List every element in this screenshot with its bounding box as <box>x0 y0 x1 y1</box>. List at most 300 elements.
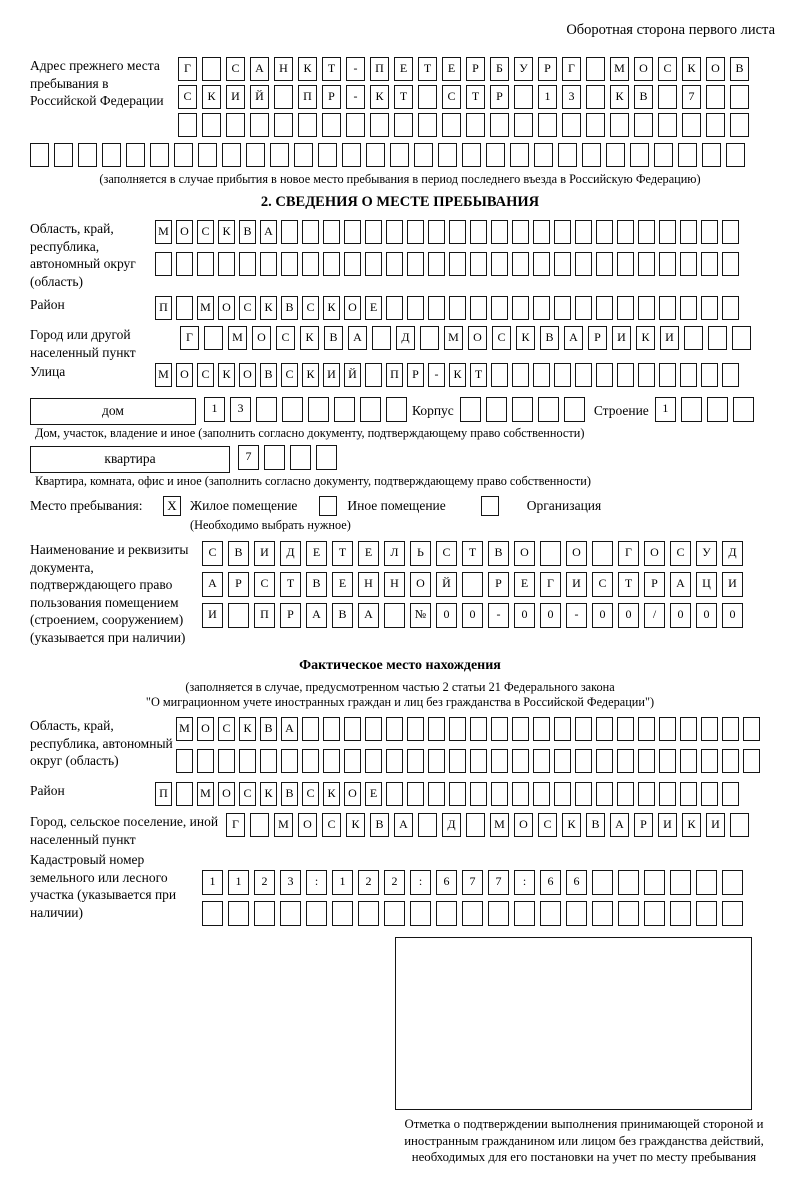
char-cell <box>318 143 337 167</box>
option-organization-label: Организация <box>526 498 602 514</box>
char-cell <box>512 749 529 773</box>
char-cell <box>708 326 727 350</box>
char-cell <box>306 901 327 926</box>
char-cell <box>658 85 677 109</box>
char-cell <box>575 363 592 387</box>
char-cell <box>270 143 289 167</box>
house-block <box>30 397 800 425</box>
char-cell <box>428 252 445 276</box>
char-cell: 0 <box>514 603 535 628</box>
actual-city-label: Город, сельское поселение, иной населенный пункт <box>30 814 219 847</box>
char-cell: М <box>176 717 193 741</box>
actual-district-row <box>155 782 743 810</box>
char-cell <box>638 296 655 320</box>
char-cell <box>638 252 655 276</box>
char-cell: О <box>197 717 214 741</box>
char-cell <box>428 749 445 773</box>
char-cell <box>533 749 550 773</box>
char-cell: Т <box>322 57 341 81</box>
char-cell <box>428 717 445 741</box>
char-cell <box>533 363 550 387</box>
region-label: Область, край, республика, автономный округ (область) <box>30 221 136 289</box>
cadastre-row-1 <box>202 870 748 898</box>
char-cell: Г <box>226 813 245 837</box>
street-label: Улица <box>30 364 66 379</box>
char-cell <box>533 717 550 741</box>
char-cell <box>659 717 676 741</box>
char-cell: В <box>332 603 353 628</box>
char-cell: К <box>260 296 277 320</box>
char-cell: 1 <box>655 397 676 422</box>
char-cell <box>681 397 702 422</box>
char-cell: У <box>696 541 717 566</box>
char-cell: К <box>370 85 389 109</box>
char-cell <box>670 870 691 895</box>
char-cell <box>575 782 592 806</box>
char-cell <box>680 717 697 741</box>
char-cell <box>176 252 193 276</box>
char-cell <box>462 572 483 597</box>
char-cell <box>586 85 605 109</box>
char-cell <box>722 749 739 773</box>
actual-region-row-1 <box>176 717 764 745</box>
char-cell: К <box>298 57 317 81</box>
char-cell <box>722 717 739 741</box>
char-cell <box>449 749 466 773</box>
korpus-label: Корпус <box>412 403 454 419</box>
prev-address-caption: (заполняется в случае прибытия в новое место пребывания в период последнего въезда в Российскую Федерацию) <box>99 172 701 186</box>
char-cell <box>491 749 508 773</box>
cadastre-row-2 <box>202 901 748 929</box>
char-cell: О <box>566 541 587 566</box>
char-cell <box>592 541 613 566</box>
char-cell <box>575 220 592 244</box>
char-cell: К <box>562 813 581 837</box>
char-cell <box>743 717 760 741</box>
char-cell <box>470 749 487 773</box>
char-cell <box>510 143 529 167</box>
char-cell: К <box>682 57 701 81</box>
char-cell <box>228 901 249 926</box>
char-cell: Т <box>466 85 485 109</box>
char-cell: И <box>202 603 223 628</box>
char-cell <box>302 717 319 741</box>
char-cell <box>701 749 718 773</box>
char-cell <box>226 113 245 137</box>
char-cell: 0 <box>670 603 691 628</box>
char-cell: С <box>538 813 557 837</box>
char-cell <box>512 363 529 387</box>
char-cell: О <box>176 220 193 244</box>
confirmation-stamp-box <box>395 937 752 1110</box>
char-cell: И <box>254 541 275 566</box>
char-cell: П <box>155 296 172 320</box>
char-cell <box>659 363 676 387</box>
char-cell <box>198 143 217 167</box>
char-cell <box>682 113 701 137</box>
char-cell <box>126 143 145 167</box>
char-cell: : <box>410 870 431 895</box>
char-cell: О <box>514 541 535 566</box>
char-cell: Е <box>514 572 535 597</box>
char-cell <box>618 870 639 895</box>
char-cell: В <box>239 220 256 244</box>
stroenie-label: Строение <box>593 403 649 419</box>
char-cell <box>323 220 340 244</box>
char-cell: - <box>488 603 509 628</box>
char-cell: В <box>370 813 389 837</box>
char-cell <box>638 717 655 741</box>
char-cell <box>730 813 749 837</box>
char-cell <box>290 445 311 470</box>
char-cell <box>701 782 718 806</box>
char-cell: 0 <box>722 603 743 628</box>
char-cell <box>558 143 577 167</box>
char-cell: Д <box>280 541 301 566</box>
char-cell <box>302 252 319 276</box>
char-cell: Р <box>407 363 424 387</box>
char-cell <box>366 143 385 167</box>
char-cell <box>701 252 718 276</box>
char-cell <box>470 717 487 741</box>
actual-location-title: Фактическое место нахождения <box>299 658 501 673</box>
char-cell: С <box>436 541 457 566</box>
char-cell: А <box>281 717 298 741</box>
street-row <box>155 363 743 391</box>
char-cell: Е <box>306 541 327 566</box>
char-cell <box>323 252 340 276</box>
char-cell: А <box>564 326 583 350</box>
char-cell <box>512 397 533 422</box>
char-cell: 3 <box>562 85 581 109</box>
char-cell: 2 <box>254 870 275 895</box>
char-cell: Т <box>618 572 639 597</box>
char-cell: В <box>281 296 298 320</box>
char-cell: К <box>516 326 535 350</box>
char-cell <box>491 717 508 741</box>
actual-region-block <box>30 717 800 777</box>
char-cell <box>470 782 487 806</box>
char-cell: Й <box>250 85 269 109</box>
char-cell <box>365 717 382 741</box>
char-cell <box>344 749 361 773</box>
char-cell: И <box>226 85 245 109</box>
char-cell: В <box>634 85 653 109</box>
char-cell <box>386 220 403 244</box>
char-cell <box>658 113 677 137</box>
checkbox-organization <box>481 496 499 516</box>
char-cell <box>449 252 466 276</box>
char-cell <box>386 717 403 741</box>
char-cell <box>260 749 277 773</box>
char-cell: Р <box>588 326 607 350</box>
char-cell <box>197 749 214 773</box>
char-cell <box>582 143 601 167</box>
char-cell: Е <box>394 57 413 81</box>
char-cell <box>638 220 655 244</box>
char-cell: Г <box>618 541 639 566</box>
char-cell: № <box>410 603 431 628</box>
char-cell: Л <box>384 541 405 566</box>
char-cell <box>540 901 561 926</box>
char-cell: Р <box>538 57 557 81</box>
checkbox-other-premise <box>319 496 337 516</box>
char-cell: А <box>670 572 691 597</box>
char-cell <box>436 901 457 926</box>
char-cell: С <box>592 572 613 597</box>
char-cell <box>534 143 553 167</box>
char-cell <box>360 397 381 422</box>
prev-address-row-2 <box>178 85 754 113</box>
char-cell <box>491 252 508 276</box>
char-cell: 6 <box>566 870 587 895</box>
char-cell <box>218 749 235 773</box>
char-cell: С <box>492 326 511 350</box>
char-cell: Г <box>180 326 199 350</box>
district-label: Район <box>30 297 65 312</box>
char-cell <box>638 363 655 387</box>
char-cell: М <box>155 220 172 244</box>
char-cell <box>264 445 285 470</box>
char-cell <box>30 143 49 167</box>
char-cell: В <box>260 717 277 741</box>
char-cell <box>617 220 634 244</box>
char-cell: 0 <box>618 603 639 628</box>
char-cell <box>372 326 391 350</box>
char-cell: К <box>239 717 256 741</box>
char-cell: 1 <box>204 397 225 422</box>
char-cell <box>384 603 405 628</box>
char-cell <box>418 113 437 137</box>
char-cell <box>420 326 439 350</box>
char-cell <box>680 749 697 773</box>
char-cell <box>449 220 466 244</box>
char-cell: Т <box>280 572 301 597</box>
char-cell <box>592 870 613 895</box>
char-cell <box>449 782 466 806</box>
char-cell: Р <box>322 85 341 109</box>
char-cell: К <box>636 326 655 350</box>
char-cell: Д <box>442 813 461 837</box>
char-cell <box>228 603 249 628</box>
char-cell <box>722 220 739 244</box>
char-cell <box>407 220 424 244</box>
char-cell <box>575 717 592 741</box>
char-cell: М <box>228 326 247 350</box>
char-cell <box>659 782 676 806</box>
char-cell <box>418 85 437 109</box>
char-cell: С <box>442 85 461 109</box>
char-cell <box>410 901 431 926</box>
char-cell <box>706 85 725 109</box>
char-cell <box>533 220 550 244</box>
char-cell <box>566 901 587 926</box>
char-cell <box>554 749 571 773</box>
char-cell <box>706 113 725 137</box>
char-cell <box>460 397 481 422</box>
char-cell <box>322 113 341 137</box>
actual-region-row-2 <box>176 749 764 777</box>
char-cell <box>586 57 605 81</box>
prev-address-row-3 <box>178 113 754 141</box>
char-cell: В <box>281 782 298 806</box>
char-cell: В <box>730 57 749 81</box>
char-cell: М <box>197 782 214 806</box>
prev-address-block <box>30 57 800 141</box>
char-cell: И <box>566 572 587 597</box>
char-cell <box>386 397 407 422</box>
char-cell <box>466 813 485 837</box>
char-cell <box>562 113 581 137</box>
char-cell <box>280 901 301 926</box>
char-cell: В <box>324 326 343 350</box>
char-cell <box>407 717 424 741</box>
char-cell <box>218 252 235 276</box>
apartment-cells <box>238 445 342 473</box>
actual-city-row <box>226 813 754 841</box>
char-cell: А <box>394 813 413 837</box>
char-cell: Ь <box>410 541 431 566</box>
char-cell: И <box>706 813 725 837</box>
char-cell: - <box>346 57 365 81</box>
char-cell <box>554 717 571 741</box>
char-cell <box>512 252 529 276</box>
char-cell <box>514 901 535 926</box>
char-cell: - <box>346 85 365 109</box>
document-row-1 <box>202 541 748 569</box>
char-cell <box>596 782 613 806</box>
city-row <box>180 326 756 354</box>
char-cell: Т <box>470 363 487 387</box>
char-cell <box>298 113 317 137</box>
char-cell: 7 <box>488 870 509 895</box>
char-cell: О <box>514 813 533 837</box>
char-cell <box>596 717 613 741</box>
char-cell: К <box>449 363 466 387</box>
char-cell <box>204 326 223 350</box>
char-cell: О <box>344 782 361 806</box>
char-cell <box>491 296 508 320</box>
char-cell: 7 <box>462 870 483 895</box>
char-cell <box>174 143 193 167</box>
char-cell: Н <box>358 572 379 597</box>
char-cell <box>365 252 382 276</box>
char-cell <box>222 143 241 167</box>
char-cell <box>617 363 634 387</box>
char-cell <box>407 749 424 773</box>
char-cell: Д <box>396 326 415 350</box>
char-cell <box>281 220 298 244</box>
char-cell: К <box>260 782 277 806</box>
korpus-cells <box>460 397 590 425</box>
char-cell <box>323 717 340 741</box>
char-cell <box>102 143 121 167</box>
char-cell: О <box>634 57 653 81</box>
stroenie-cells <box>655 397 759 425</box>
char-cell <box>707 397 728 422</box>
city-label: Город или другой населенный пункт <box>30 327 136 360</box>
char-cell: К <box>302 363 319 387</box>
char-cell: К <box>323 782 340 806</box>
char-cell <box>302 220 319 244</box>
char-cell: Й <box>436 572 457 597</box>
char-cell: В <box>540 326 559 350</box>
char-cell: 2 <box>358 870 379 895</box>
char-cell <box>722 296 739 320</box>
char-cell <box>554 296 571 320</box>
char-cell: 1 <box>202 870 223 895</box>
char-cell <box>514 113 533 137</box>
char-cell <box>644 901 665 926</box>
char-cell: С <box>302 296 319 320</box>
char-cell <box>384 901 405 926</box>
stay-type-label: Место пребывания: <box>30 498 143 514</box>
char-cell <box>246 143 265 167</box>
char-cell <box>274 85 293 109</box>
char-cell <box>659 252 676 276</box>
char-cell: А <box>250 57 269 81</box>
char-cell: К <box>218 363 235 387</box>
char-cell <box>670 901 691 926</box>
char-cell: Г <box>562 57 581 81</box>
char-cell <box>281 749 298 773</box>
char-cell <box>407 252 424 276</box>
char-cell <box>638 749 655 773</box>
char-cell <box>344 220 361 244</box>
char-cell <box>512 296 529 320</box>
char-cell <box>554 252 571 276</box>
actual-location-caption-1: (заполняется в случае, предусмотренном частью 2 статьи 21 Федерального закона <box>185 680 615 694</box>
char-cell <box>680 296 697 320</box>
char-cell: Н <box>274 57 293 81</box>
char-cell: 7 <box>682 85 701 109</box>
house-caption: Дом, участок, владение и иное (заполнить согласно документу, подтверждающему право собственности) <box>35 426 585 440</box>
char-cell <box>176 749 193 773</box>
char-cell <box>617 296 634 320</box>
char-cell <box>680 363 697 387</box>
char-cell <box>659 220 676 244</box>
char-cell <box>680 252 697 276</box>
char-cell <box>575 296 592 320</box>
document-block <box>30 541 800 646</box>
char-cell: 1 <box>538 85 557 109</box>
char-cell <box>533 252 550 276</box>
char-cell <box>722 252 739 276</box>
char-cell <box>449 296 466 320</box>
char-cell <box>732 326 751 350</box>
char-cell <box>726 143 745 167</box>
char-cell <box>722 363 739 387</box>
char-cell: И <box>660 326 679 350</box>
char-cell <box>512 782 529 806</box>
stay-type-note: (Необходимо выбрать нужное) <box>190 518 351 532</box>
char-cell <box>701 363 718 387</box>
char-cell: 1 <box>332 870 353 895</box>
char-cell: 0 <box>462 603 483 628</box>
section2-title: 2. СВЕДЕНИЯ О МЕСТЕ ПРЕБЫВАНИЯ <box>260 194 540 210</box>
apartment-box-label: квартира <box>30 446 230 473</box>
char-cell: К <box>346 813 365 837</box>
char-cell <box>554 782 571 806</box>
char-cell: А <box>348 326 367 350</box>
char-cell: М <box>197 296 214 320</box>
char-cell: Е <box>358 541 379 566</box>
char-cell: А <box>260 220 277 244</box>
confirmation-stamp-caption: Отметка о подтверждении выполнения принимающей стороной и иностранным гражданином или лицом без гражданства действий, необходимых для его постановки на учет по месту пребывания <box>404 1117 764 1164</box>
char-cell <box>618 901 639 926</box>
char-cell <box>730 85 749 109</box>
char-cell: Р <box>228 572 249 597</box>
